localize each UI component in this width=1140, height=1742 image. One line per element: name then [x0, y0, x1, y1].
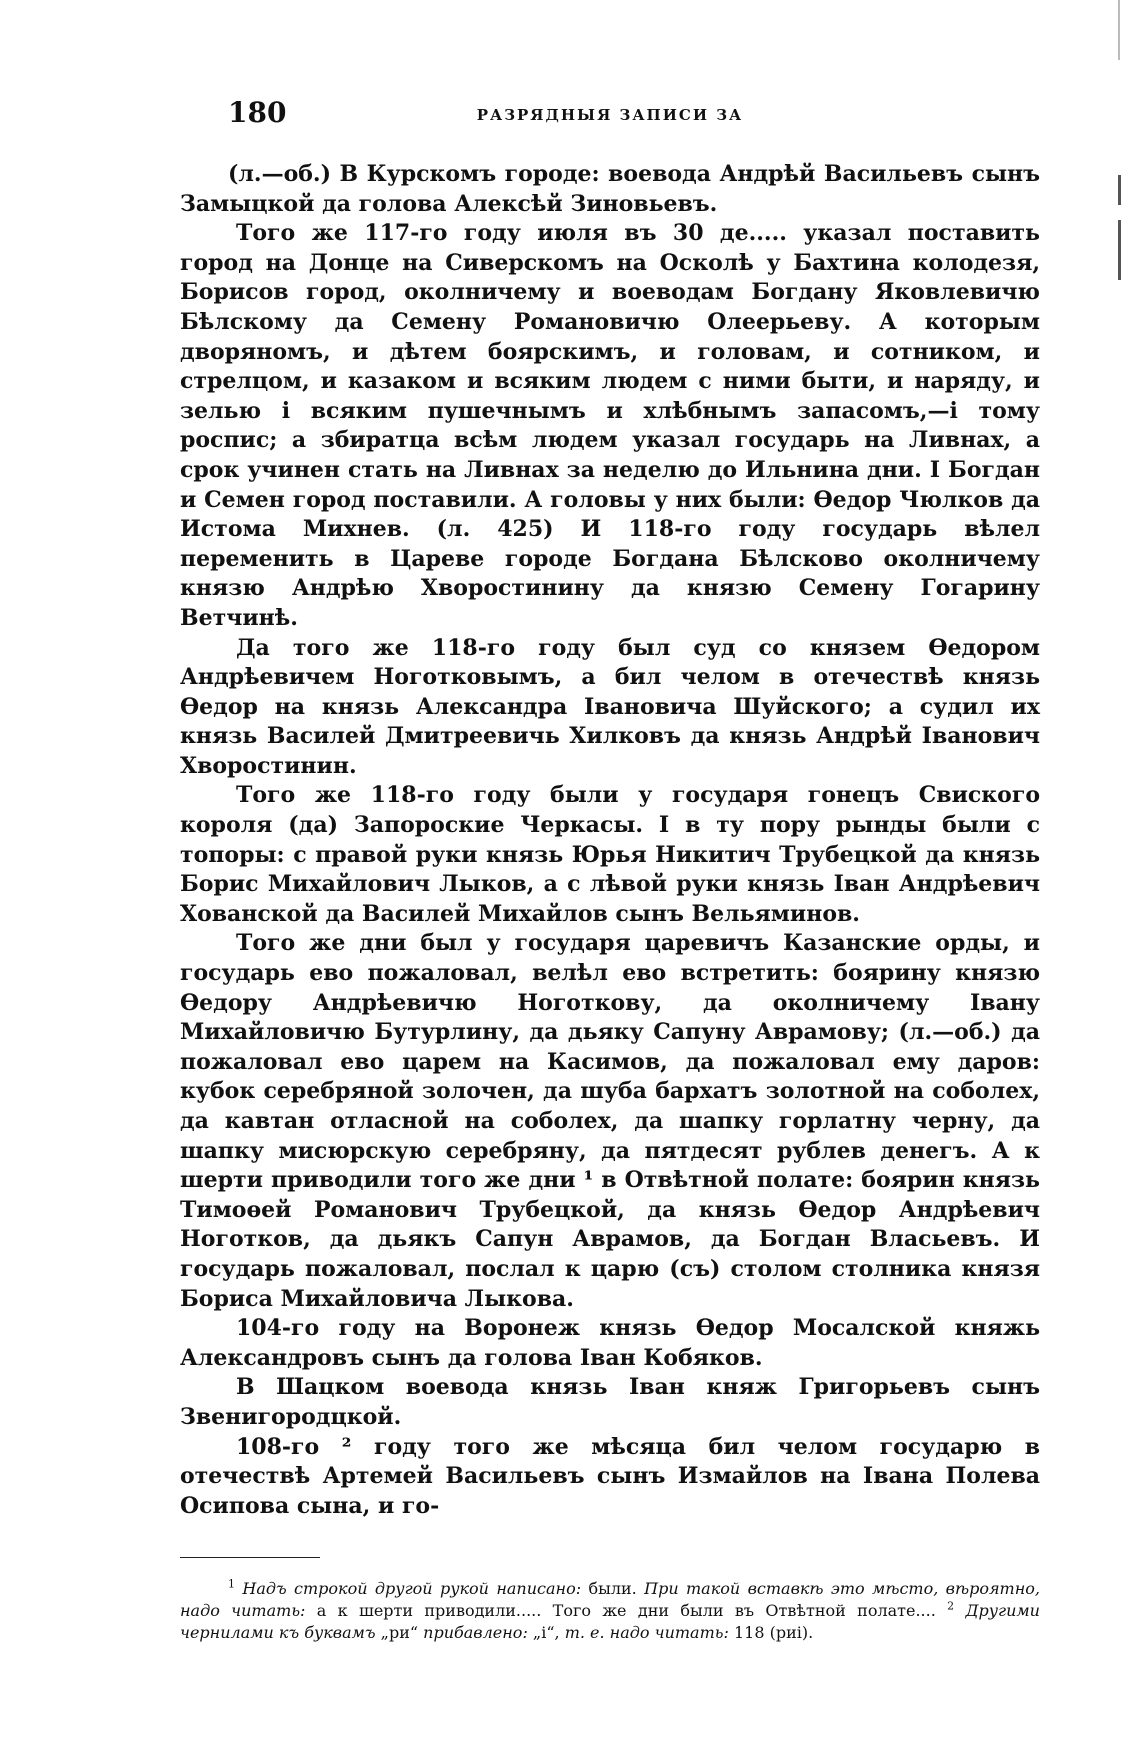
footnote-text: „і“,	[532, 1623, 560, 1643]
footnote-text: были.	[588, 1579, 637, 1599]
paragraph: 104-го году на Воронеж князь Өедор Мосалской княжь Александровъ сынъ да голова Іван Кобяков.	[180, 1315, 1040, 1371]
page-number: 180	[228, 96, 287, 129]
main-text	[180, 160, 1040, 1521]
scan-edge-mark	[1118, 220, 1121, 280]
scan-edge-mark	[1118, 0, 1120, 60]
footnote-italic: Надъ строкой другой рукой написано:	[242, 1579, 582, 1599]
footnote-rule	[180, 1557, 320, 1558]
footnote	[180, 1578, 1040, 1644]
footnote-text: а к шерти приводили..... Того же дни были въ Отвѣтной полате....	[316, 1601, 936, 1621]
footnotes	[180, 1578, 1040, 1644]
footnote-italic: прибавлено:	[423, 1623, 528, 1643]
footnote-italic: Другими чернилами къ буквамъ	[180, 1601, 1040, 1643]
paragraph: Того же 118-го году были у государя гонецъ Свиского короля (да) Запороские Черкасы. І в ту пору рынды были с топоры: с правой руки князь Юрья Никитич Трубецкой да князь Борис Михайлович Лыков, а с лѣвой руки князь Іван Андрѣевич Хованской да Василей Михайлов сынъ Вельяминов.	[180, 782, 1040, 927]
footnote-italic: т. е. надо читать:	[564, 1623, 729, 1643]
footnote-text: „ри“	[380, 1623, 419, 1643]
running-head: РАЗРЯДНЫЯ ЗАПИСИ ЗА	[476, 106, 744, 124]
page	[180, 96, 1040, 1644]
scan-edge-mark	[1118, 175, 1121, 205]
footnote-italic: При такой вставкѣ это мѣсто, вѣроятно, надо читать:	[180, 1579, 1040, 1621]
paragraph: В Шацком воевода князь Іван княж Григорьевъ сынъ Звенигородцкой.	[180, 1374, 1040, 1430]
page-header	[180, 96, 1040, 136]
footnote-marker: 2	[947, 1599, 955, 1613]
paragraph: Да того же 118-го году был суд со князем Өедором Андрѣевичем Ноготковымъ, а бил челом в отечествѣ князь Өедор на князь Александра Івановича Шуйского; а судил их князь Василей Дмитреевичь Хилковъ да князь Андрѣй Іванович Хворостинин.	[180, 634, 1040, 779]
paragraph: Того же дни был у государя царевичъ Казанские орды, и государь ево пожаловал, велѣл ево встретить: боярину князю Өедору Андрѣевичю Ноготкову, да околничему Івану Михайловичю Бутурлину, да дьяку Сапуну Аврамову; (л.—об.) да пожаловал ево царем на Касимов, да пожаловал ему даров: кубок серебряной золочен, да шуба бархатъ золотной на соболех, да кавтан отласной на соболех, да шапку горлатну черну, да шапку мисюрскую серебряну, да пятдесят рублев денегъ. А к шерти приводили того же дни ¹ в Отвѣтной полате: боярин князь Тимоөей Романович Трубецкой, да князь Өедор Андрѣевич Ноготков, да дьякъ Сапун Аврамов, да Богдан Власьевъ. И государь пожаловал, послал к царю (съ) столом столника князя Бориса Михайловича Лыкова.	[180, 930, 1040, 1312]
paragraph: (л.—об.) В Курскомъ городе: воевода Андрѣй Васильевъ сынъ Замыцкой да голова Алексѣй Зиновьевъ.	[180, 161, 1040, 217]
paragraph: 108-го ² году того же мѣсяца бил челом государю в отечествѣ Артемей Васильевъ сынъ Измайлов на Івана Полева Осипова сына, и го-	[180, 1433, 1040, 1519]
footnote-text: 118 (риі).	[733, 1623, 814, 1643]
footnote-marker: 1	[228, 1577, 235, 1591]
paragraph: Того же 117-го году июля въ 30 де..... указал поставить город на Донце на Сиверскомъ на Осколѣ у Бахтина колодезя, Борисов город, околничему и воеводам Богдану Яковлевичю Бѣлскому да Семену Романовичю Олеерьеву. А которым дворяномъ, и дѣтем боярскимъ, и головам, и сотником, и стрелцом, и казаком и всяким людем с ними быти, и наряду, и зелью і всяким пушечнымъ и хлѣбнымъ запасомъ,—і тому роспис; а збиратца всѣм людем указал государь на Ливнах, а срок учинен стать на Ливнах за неделю до Ильнина дни. І Богдан и Семен город поставили. А головы у них были: Өедор Чюлков да Истома Михнев. (л. 425) И 118-го году государь вѣлел переменить в Цареве городе Богдана Бѣлсково околничему князю Андрѣю Хворостинину да князю Семену Гогарину Ветчинѣ.	[180, 220, 1040, 631]
